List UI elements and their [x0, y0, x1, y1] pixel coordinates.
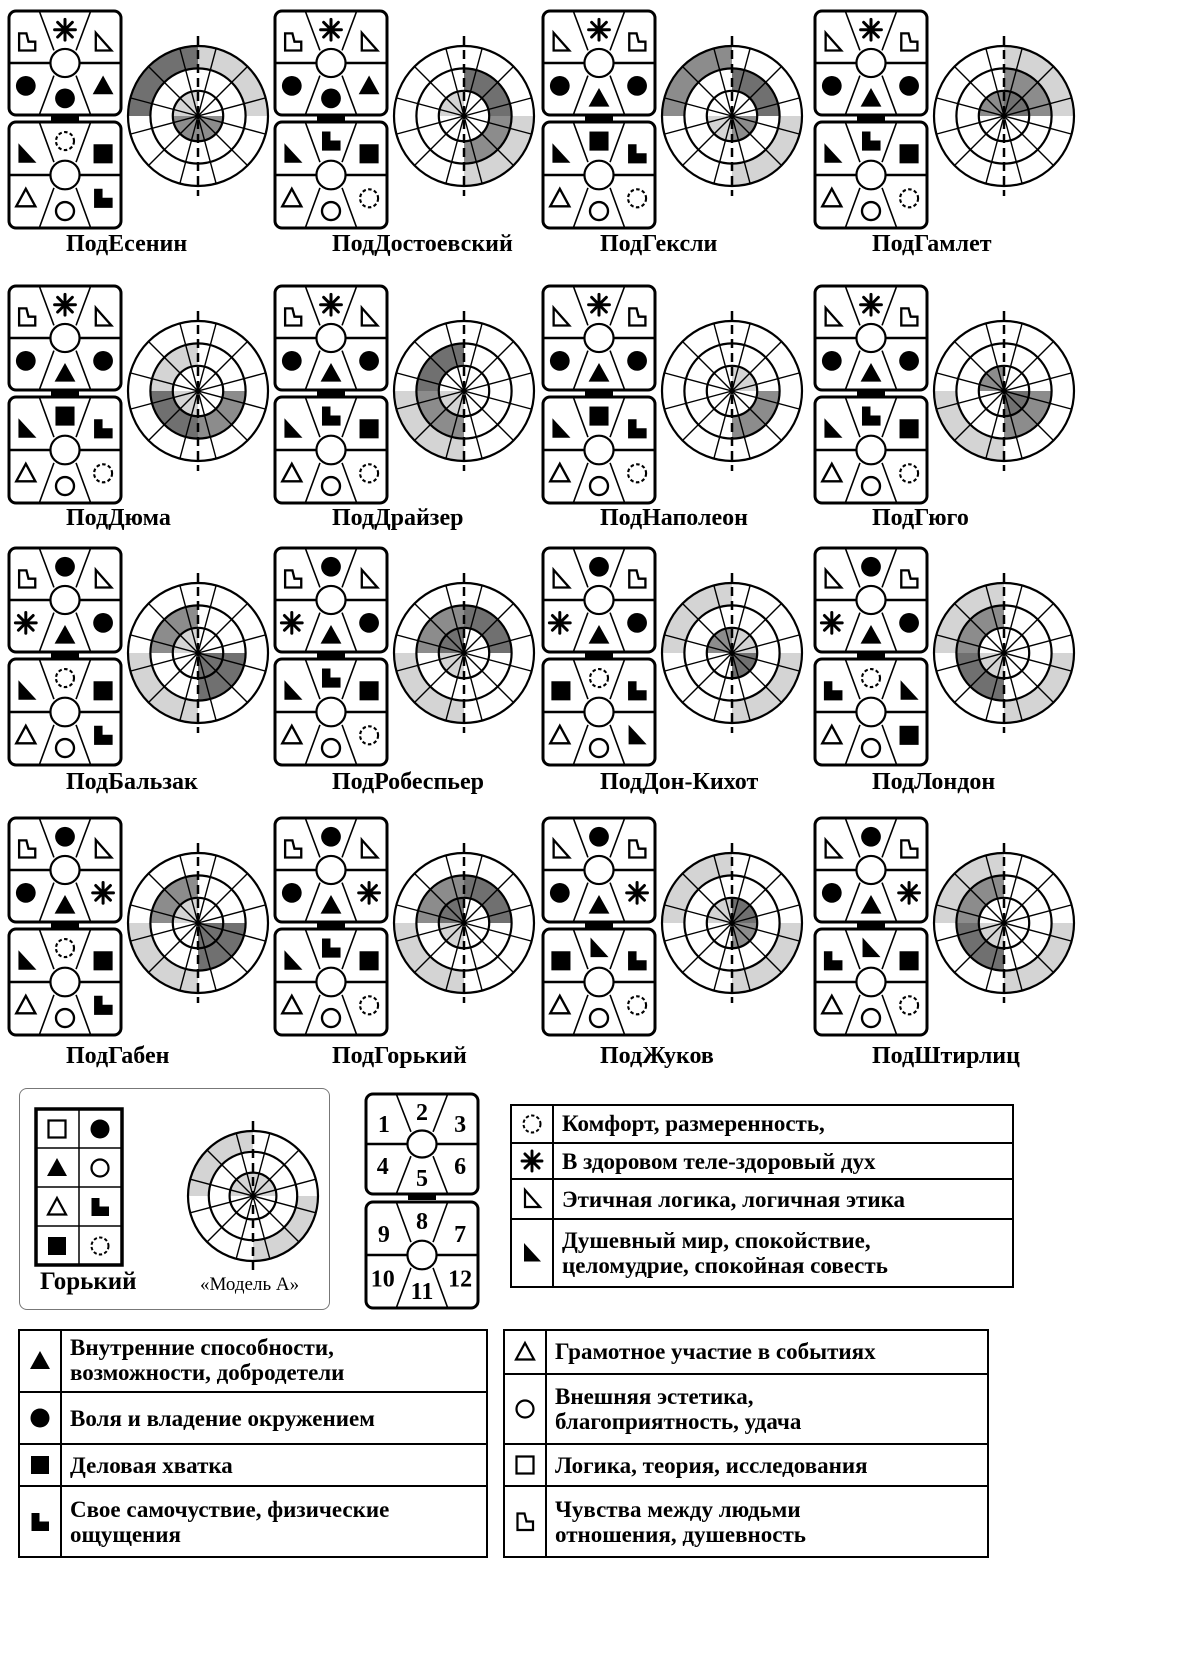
asterisk-icon — [55, 19, 76, 40]
legend-icon-cell — [512, 1144, 554, 1178]
black-circle-icon — [321, 827, 341, 847]
legend-text: Грамотное участие в событиях — [555, 1338, 876, 1364]
card-label: ПодГамлет — [872, 231, 992, 257]
black-circle-icon — [589, 557, 609, 577]
black-square-icon — [900, 726, 919, 745]
dotted-circle-icon — [360, 464, 378, 482]
model-block — [815, 548, 927, 652]
model-a-symbol-grid — [34, 1107, 124, 1267]
position-number: 2 — [416, 1100, 428, 1126]
legend-text: Воля и владение окружением — [70, 1405, 375, 1431]
card-16 — [812, 815, 1080, 1043]
legend-row — [505, 1331, 987, 1373]
wheel — [188, 1121, 318, 1271]
card-12 — [812, 545, 1080, 773]
white-circle-icon — [862, 739, 880, 757]
black-circle-icon — [359, 613, 379, 633]
card-label: ПодГорький — [332, 1043, 467, 1069]
legend-text: В здоровом теле-здоровый дух — [562, 1148, 876, 1174]
black-circle-icon — [861, 827, 881, 847]
asterisk-icon — [359, 882, 380, 903]
black-circle-icon — [93, 613, 113, 633]
black-circle-icon — [16, 76, 36, 96]
black-circle-icon — [627, 351, 647, 371]
model-a-label: «Модель А» — [200, 1274, 300, 1295]
model-block — [815, 929, 927, 1035]
model-block — [543, 818, 655, 922]
model-block — [815, 397, 927, 503]
white-square-icon — [49, 1121, 66, 1138]
card-label: ПодШтирлиц — [872, 1043, 1020, 1069]
model-block — [366, 1202, 478, 1308]
asterisk-icon — [321, 294, 342, 315]
asterisk-icon — [522, 1151, 542, 1171]
legend-icon-cell — [505, 1487, 547, 1556]
black-square-icon — [900, 419, 919, 438]
dotted-circle-icon — [900, 464, 918, 482]
black-circle-icon — [822, 351, 842, 371]
black-square-icon — [551, 951, 570, 970]
dotted-circle-icon — [628, 996, 646, 1014]
black-circle-icon — [55, 88, 75, 108]
card-label: ПодДрайзер — [332, 505, 464, 531]
dotted-circle-icon — [56, 669, 74, 687]
dotted-circle-icon — [360, 726, 378, 744]
legend-row — [512, 1218, 1012, 1286]
asterisk-icon — [821, 612, 842, 633]
white-hook-icon — [518, 1513, 534, 1530]
position-numbers-diagram — [364, 1092, 480, 1310]
legend-text: Душевный мир, спокойствие, целомудрие, спокойная совесть — [562, 1228, 888, 1278]
wheel — [394, 311, 534, 471]
position-number: 12 — [448, 1266, 473, 1293]
legend-text: Этичная логика, логичная этика — [562, 1186, 905, 1212]
black-circle-icon — [359, 351, 379, 371]
wheel — [662, 311, 802, 471]
legend-table-left — [18, 1329, 488, 1558]
black-circle-icon — [282, 883, 302, 903]
card-11 — [540, 545, 808, 773]
black-square-icon — [900, 144, 919, 163]
black-square-icon — [48, 1237, 66, 1255]
card-6 — [272, 283, 540, 511]
card-label: ПодГюго — [872, 505, 969, 531]
black-circle-icon — [627, 76, 647, 96]
legend-icon-cell — [512, 1180, 554, 1218]
asterisk-icon — [861, 294, 882, 315]
white-circle-icon — [322, 739, 340, 757]
black-circle-icon — [91, 1120, 110, 1139]
wheel — [394, 573, 534, 733]
black-square-icon — [360, 681, 379, 700]
black-circle-icon — [16, 883, 36, 903]
wheel — [662, 573, 802, 733]
model-block — [543, 122, 655, 228]
black-square-icon — [360, 419, 379, 438]
black-square-icon — [55, 407, 74, 426]
asterisk-icon — [589, 19, 610, 40]
black-square-icon — [360, 951, 379, 970]
model-block — [9, 397, 121, 503]
white-circle-icon — [590, 202, 608, 220]
card-label: ПодЛондон — [872, 769, 996, 795]
legend-icon-cell — [505, 1445, 547, 1485]
legend-row — [512, 1106, 1012, 1142]
position-number: 5 — [416, 1166, 428, 1192]
black-circle-icon — [899, 76, 919, 96]
black-circle-icon — [822, 76, 842, 96]
white-circle-icon — [862, 1009, 880, 1027]
model-block — [366, 1094, 478, 1194]
white-circle-icon — [56, 202, 74, 220]
asterisk-icon — [549, 612, 570, 633]
card-label: ПодГабен — [66, 1043, 170, 1069]
card-label: ПодЖуков — [600, 1043, 714, 1069]
legend-text: Свое самочуствие, физические ощущения — [70, 1496, 390, 1547]
wheel — [934, 573, 1074, 733]
asterisk-icon — [321, 19, 342, 40]
black-triangle-icon — [30, 1351, 50, 1369]
black-circle-icon — [899, 613, 919, 633]
dotted-circle-icon — [56, 132, 74, 150]
legend-table-small — [510, 1104, 1014, 1288]
white-circle-icon — [862, 202, 880, 220]
position-number: 6 — [454, 1154, 467, 1180]
legend-row — [505, 1443, 987, 1485]
model-block — [275, 11, 387, 115]
black-circle-icon — [282, 76, 302, 96]
legend-text: Чувства между людьми отношения, душевность — [555, 1496, 806, 1547]
white-triangle-icon — [516, 1343, 534, 1360]
white-circle-icon — [322, 477, 340, 495]
card-4 — [812, 8, 1080, 236]
white-circle-icon — [92, 1160, 109, 1177]
white-circle-icon — [322, 1009, 340, 1027]
model-block — [815, 11, 927, 115]
model-block — [9, 548, 121, 652]
black-square-icon — [94, 144, 113, 163]
model-block — [815, 659, 927, 765]
model-block — [543, 11, 655, 115]
model-block — [275, 122, 387, 228]
legend-icon-cell — [505, 1375, 547, 1443]
legend-row — [20, 1391, 486, 1443]
dotted-circle-icon — [92, 1238, 109, 1255]
black-circle-icon — [55, 827, 75, 847]
model-block — [9, 818, 121, 922]
legend-row — [505, 1485, 987, 1556]
model-block — [275, 818, 387, 922]
legend-icon-cell — [505, 1331, 547, 1373]
model-block — [9, 286, 121, 390]
card-14 — [272, 815, 540, 1043]
wheel — [394, 36, 534, 196]
model-block — [815, 122, 927, 228]
card-label: ПодНаполеон — [600, 505, 748, 531]
model-block — [543, 929, 655, 1035]
card-label: ПодДон-Кихот — [600, 769, 759, 795]
card-1 — [6, 8, 274, 236]
black-square-icon — [589, 407, 608, 426]
card-5 — [6, 283, 274, 511]
black-square-icon — [94, 681, 113, 700]
model-block — [543, 548, 655, 652]
card-label: ПодДюма — [66, 505, 171, 531]
wheel — [934, 36, 1074, 196]
dotted-circle-icon — [628, 464, 646, 482]
legend-row — [512, 1142, 1012, 1178]
black-circle-icon — [93, 351, 113, 371]
model-block — [275, 929, 387, 1035]
legend-row — [512, 1178, 1012, 1218]
model-block — [9, 11, 121, 115]
card-7 — [540, 283, 808, 511]
wheel — [934, 311, 1074, 471]
legend-text: Внутренние способности, возможности, добродетели — [70, 1335, 345, 1385]
black-circle-icon — [550, 351, 570, 371]
black-square-icon — [589, 132, 608, 151]
model-block — [9, 659, 121, 765]
legend-row — [20, 1443, 486, 1485]
wheel — [662, 36, 802, 196]
black-circle-icon — [861, 557, 881, 577]
black-square-icon — [551, 681, 570, 700]
card-label: ПодДостоевский — [332, 231, 513, 257]
white-circle-icon — [590, 477, 608, 495]
card-2 — [272, 8, 540, 236]
white-square-icon — [517, 1457, 534, 1474]
white-circle-icon — [322, 202, 340, 220]
black-circle-icon — [822, 883, 842, 903]
position-number: 10 — [370, 1266, 395, 1293]
card-8 — [812, 283, 1080, 511]
asterisk-icon — [15, 612, 36, 633]
black-circle-icon — [627, 613, 647, 633]
model-block — [543, 397, 655, 503]
dotted-circle-icon — [360, 996, 378, 1014]
black-circle-icon — [589, 827, 609, 847]
position-number: 11 — [410, 1279, 434, 1306]
black-square-icon — [360, 144, 379, 163]
model-block — [9, 929, 121, 1035]
black-square-icon — [900, 951, 919, 970]
card-3 — [540, 8, 808, 236]
position-number: 3 — [454, 1112, 467, 1138]
card-9 — [6, 545, 274, 773]
dotted-circle-icon — [524, 1116, 541, 1133]
dotted-circle-icon — [590, 669, 608, 687]
model-a-wheel — [178, 1121, 328, 1271]
model-a-example-panel — [19, 1088, 330, 1310]
position-number: 1 — [377, 1112, 390, 1138]
asterisk-icon — [899, 882, 920, 903]
model-block — [275, 397, 387, 503]
dotted-circle-icon — [862, 669, 880, 687]
wheel — [128, 573, 268, 733]
model-block — [275, 286, 387, 390]
card-label: ПодГексли — [600, 231, 718, 257]
card-label: ПодБальзак — [66, 769, 198, 795]
legend-table-right — [503, 1329, 989, 1558]
model-block — [275, 548, 387, 652]
legend-row — [505, 1373, 987, 1443]
white-circle-icon — [862, 477, 880, 495]
asterisk-icon — [55, 294, 76, 315]
card-10 — [272, 545, 540, 773]
legend-icon-cell — [20, 1393, 62, 1443]
black-square-icon — [94, 951, 113, 970]
black-circle-icon — [55, 557, 75, 577]
position-number: 7 — [454, 1221, 467, 1248]
asterisk-icon — [93, 882, 114, 903]
legend-text: Внешняя эстетика, благоприятность, удача — [555, 1384, 802, 1434]
legend-text: Логика, теория, исследования — [555, 1452, 868, 1478]
black-circle-icon — [16, 351, 36, 371]
dotted-circle-icon — [94, 464, 112, 482]
black-square-icon — [31, 1456, 49, 1474]
example-label: Горький — [40, 1268, 137, 1295]
black-circle-icon — [550, 76, 570, 96]
model-block — [275, 659, 387, 765]
dotted-circle-icon — [56, 939, 74, 957]
legend-icon-cell — [20, 1445, 62, 1485]
model-block — [9, 122, 121, 228]
white-circle-icon — [590, 739, 608, 757]
wheel — [394, 843, 534, 1003]
card-label: ПодЕсенин — [66, 231, 188, 257]
wheel — [128, 311, 268, 471]
card-13 — [6, 815, 274, 1043]
wheel — [934, 843, 1074, 1003]
card-label: ПодРобеспьер — [332, 769, 484, 795]
position-number: 9 — [377, 1221, 390, 1248]
asterisk-icon — [589, 294, 610, 315]
white-circle-icon — [517, 1401, 534, 1418]
legend-text: Комфорт, размеренность, — [562, 1110, 825, 1136]
dotted-circle-icon — [900, 189, 918, 207]
dotted-circle-icon — [900, 996, 918, 1014]
model-block — [815, 286, 927, 390]
legend-icon-cell — [20, 1487, 62, 1556]
legend-icon-cell — [512, 1220, 554, 1286]
position-number: 4 — [376, 1154, 389, 1180]
black-circle-icon — [321, 88, 341, 108]
black-circle-icon — [321, 557, 341, 577]
black-circle-icon — [899, 351, 919, 371]
asterisk-icon — [627, 882, 648, 903]
legend-text: Деловая хватка — [70, 1452, 233, 1478]
black-circle-icon — [31, 1409, 50, 1428]
asterisk-icon — [281, 612, 302, 633]
asterisk-icon — [861, 19, 882, 40]
black-circle-icon — [282, 351, 302, 371]
wheel — [128, 843, 268, 1003]
wheel — [662, 843, 802, 1003]
dotted-circle-icon — [360, 189, 378, 207]
black-right-triangle-icon — [524, 1243, 541, 1262]
legend-row — [20, 1485, 486, 1556]
card-15 — [540, 815, 808, 1043]
model-block — [543, 659, 655, 765]
legend-row — [20, 1331, 486, 1391]
white-circle-icon — [56, 739, 74, 757]
model-block — [543, 286, 655, 390]
white-circle-icon — [56, 477, 74, 495]
white-circle-icon — [590, 1009, 608, 1027]
wheel — [128, 36, 268, 196]
legend-icon-cell — [20, 1331, 62, 1391]
black-circle-icon — [550, 883, 570, 903]
white-circle-icon — [56, 1009, 74, 1027]
model-block — [815, 818, 927, 922]
white-right-triangle-icon — [525, 1190, 540, 1207]
black-hook-icon — [32, 1513, 50, 1531]
dotted-circle-icon — [628, 189, 646, 207]
legend-icon-cell — [512, 1106, 554, 1142]
position-number: 8 — [416, 1209, 428, 1236]
